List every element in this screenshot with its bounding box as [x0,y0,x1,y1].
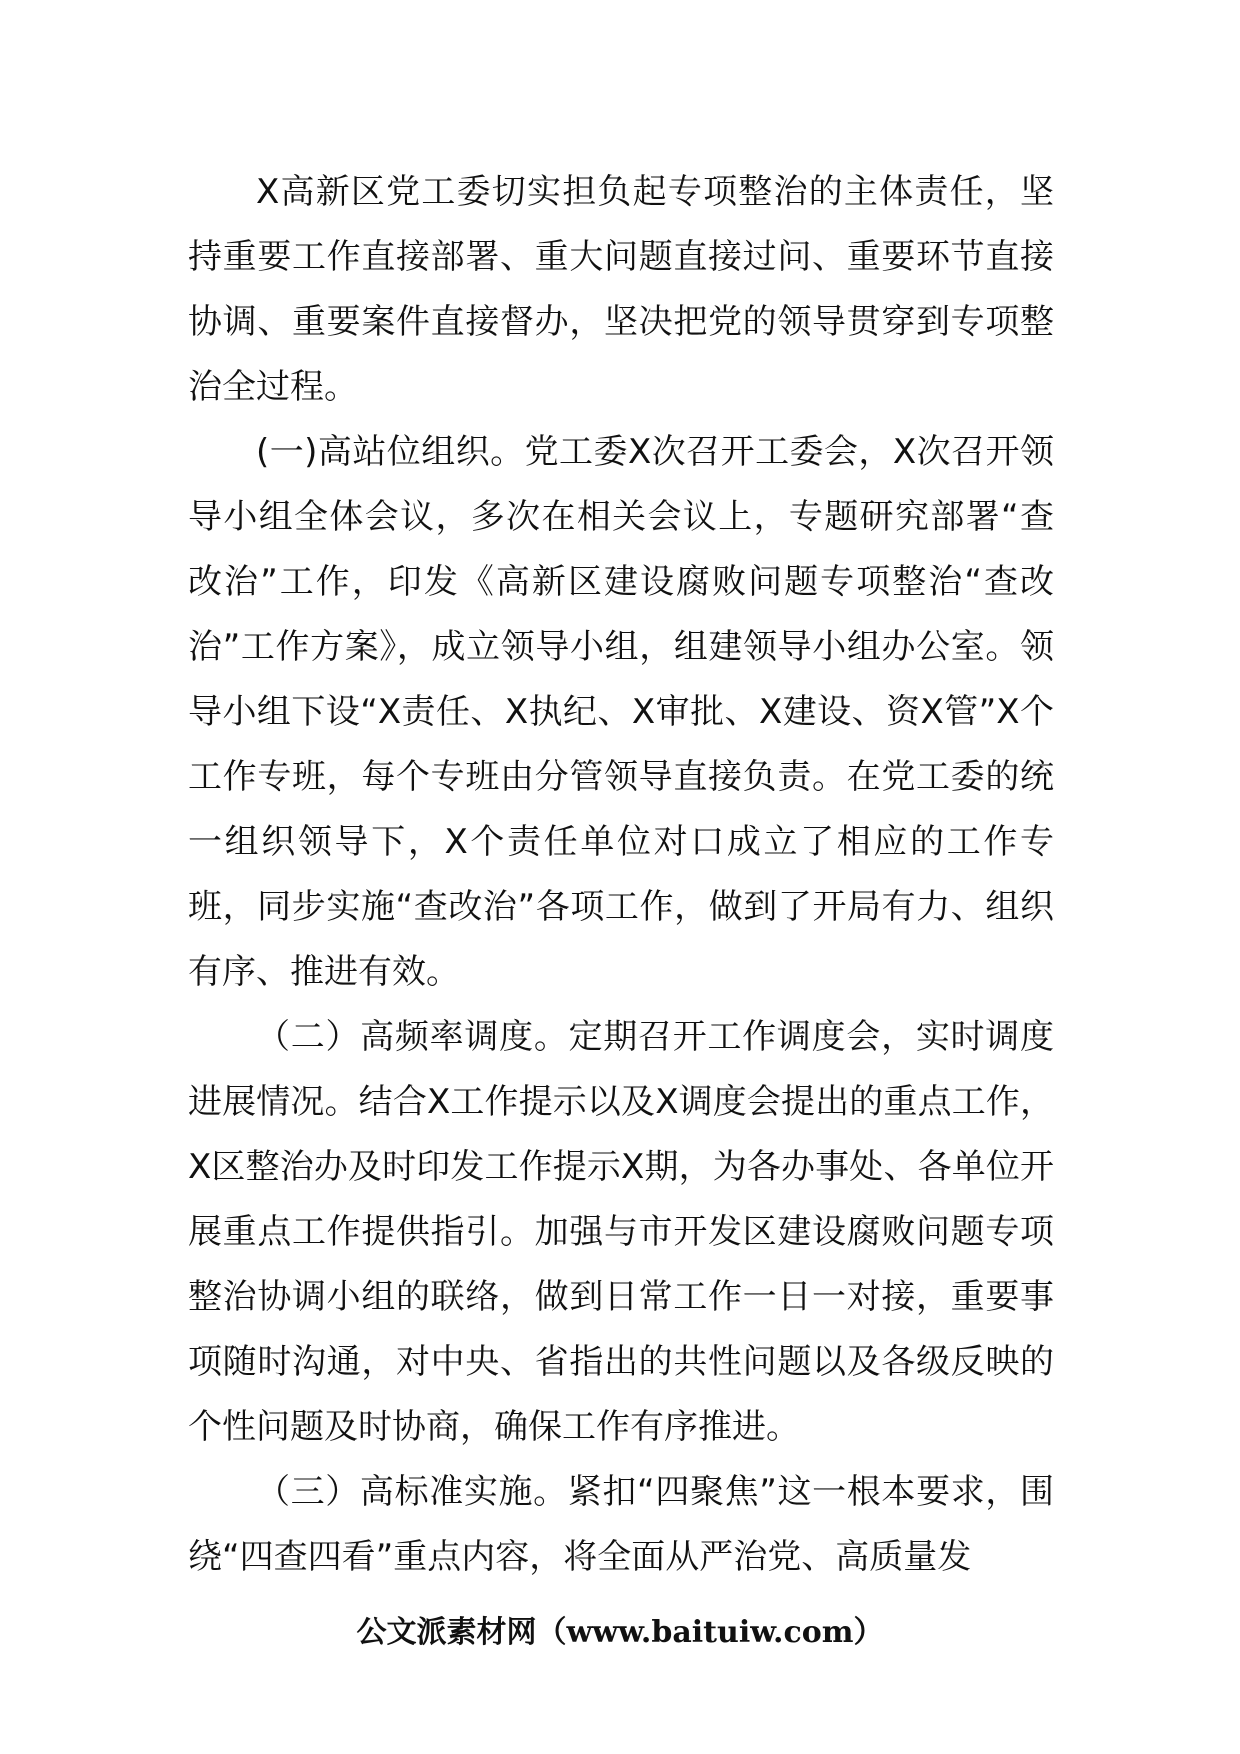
paragraph-section-1: (一)高站位组织。党工委X次召开工委会，X次召开领导小组全体会议，多次在相关会议上，专题研究部署“查改治”工作，印发《高新区建设腐败问题专项整治“查改治”工作方案》，成立领导小组，组建领导小组办公室。领导小组下设“X责任、X执纪、X审批、X建设、资X管”X个工作专班，每个专班由分管领导直接负责。在党工委的统一组织领导下，X个责任单位对口成立了相应的工作专班，同步实施“查改治”各项工作，做到了开局有力、组织有序、推进有效。 [188,432,1054,992]
paragraph-intro: X高新区党工委切实担负起专项整治的主体责任，坚持重要工作直接部署、重大问题直接过问、重要环节直接协调、重要案件直接督办，坚决把党的领导贯穿到专项整治全过程。 [188,172,1054,407]
source-watermark: 公文派素材网（www.baituiw.com） [356,1615,884,1650]
paragraph-section-2: （二）高频率调度。定期召开工作调度会，实时调度进展情况。结合X工作提示以及X调度会提出的重点工作，X区整治办及时印发工作提示X期，为各办事处、各单位开展重点工作提供指引。加强与市开发区建设腐败问题专项整治协调小组的联络，做到日常工作一日一对接，重要事项随时沟通，对中央、省指出的共性问题以及各级反映的个性问题及时协商，确保工作有序推进。 [188,1017,1054,1447]
document-body [188,160,1054,1590]
paragraph-section-3: （三）高标准实施。紧扣“四聚焦”这一根本要求，围绕“四查四看”重点内容，将全面从严治党、高质量发 [188,1472,1054,1577]
